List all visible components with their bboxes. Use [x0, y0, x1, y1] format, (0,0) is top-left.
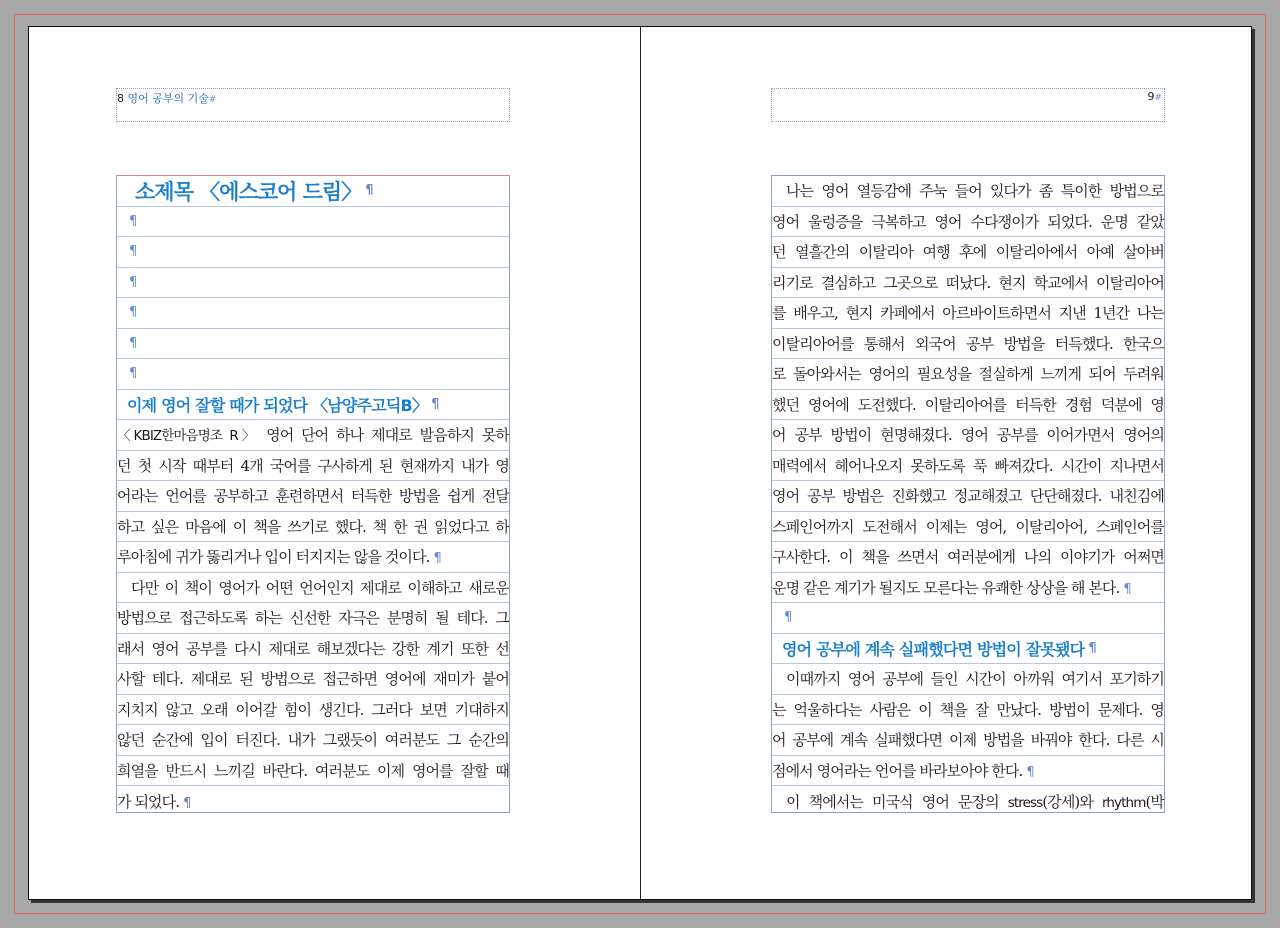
body-line [772, 207, 1164, 238]
subheading-text: 이제 영어 잘할 때가 되었다 〈남양주고딕B〉 [127, 395, 428, 415]
body-text: 래서 영어 공부를 다시 제대로 해보겠다는 강한 계기 또한 선 [117, 639, 509, 658]
running-title: 영어 공부의 기술 [127, 92, 209, 105]
body-line [772, 359, 1164, 390]
body-text: 점에서 영어라는 언어를 바라보아야 한다. [772, 761, 1023, 780]
empty-line [117, 207, 509, 238]
body-line [772, 786, 1164, 817]
body-text: 던 열흘간의 이탈리아 여행 후에 이탈리아에서 아예 살아버 [772, 243, 1164, 262]
subheading [772, 634, 1164, 665]
body-line [772, 451, 1164, 482]
empty-line [117, 298, 509, 329]
body-text: 않던 순간에 입이 터진다. 내가 그랬듯이 여러분도 그 순간의 [117, 731, 509, 750]
body-text: 지치지 않고 오래 이어갈 힘이 생긴다. 그러다 보면 기대하지 [117, 700, 509, 719]
body-text: 어라는 언어를 공부하고 훈련하면서 터득한 방법을 쉽게 전달 [117, 487, 509, 506]
section-title-text: 소제목 〈에스코어 드림〉 [135, 179, 362, 204]
page-number-left: 8 [117, 92, 124, 105]
empty-line [772, 603, 1164, 634]
subheading-text: 영어 공부에 계속 실패했다면 방법이 잘못됐다 [782, 639, 1085, 659]
body-text: 영어 울렁증을 극복하고 영어 수다쟁이가 되었다. 운명 같았 [772, 212, 1164, 231]
body-text: 사할 테다. 제대로 된 방법으로 접근하면 영어에 재미가 붙어 [117, 670, 509, 689]
body-text: 하고 싶은 마음에 이 책을 쓰기로 했다. 책 한 권 읽었다고 하 [117, 517, 509, 536]
body-line [772, 329, 1164, 360]
body-line [772, 664, 1164, 695]
font-note: 〈KBIZ한마음명조 R〉 [117, 428, 259, 445]
body-line [117, 725, 509, 756]
section-title [117, 176, 509, 207]
hash-mark: # [208, 95, 217, 105]
body-text: 이 책에서는 미국식 영어 문장의 [786, 792, 1008, 811]
body-line [772, 237, 1164, 268]
body-line [117, 664, 509, 695]
pilcrow-mark: ¶ [129, 305, 138, 321]
body-line [772, 420, 1164, 451]
right-running-head [1147, 90, 1162, 103]
body-line [117, 756, 509, 787]
pilcrow-mark: ¶ [431, 396, 439, 412]
pilcrow-mark: ¶ [784, 610, 793, 626]
body-text: 영어 공부 방법은 진화했고 정교해졌고 단단해졌다. 내친김에 [772, 487, 1164, 506]
body-line [772, 573, 1164, 604]
english-term: stress [1007, 794, 1043, 811]
body-text: 를 배우고, 현지 카페에서 아르바이트하면서 지낸 1년간 나는 [772, 304, 1164, 323]
body-line [117, 573, 509, 604]
body-line [117, 451, 509, 482]
pilcrow-mark: ¶ [1123, 581, 1131, 597]
pilcrow-mark: ¶ [129, 366, 138, 382]
body-text: 방법으로 접근하도록 하는 신선한 자극은 분명히 될 테다. 그 [117, 609, 509, 628]
body-line [772, 176, 1164, 207]
body-line [117, 512, 509, 543]
body-text: 희열을 반드시 느끼길 바란다. 여러분도 이제 영어를 잘할 때 [117, 761, 509, 780]
left-header-frame[interactable] [116, 88, 510, 122]
body-text: 어 공부에 계속 실패했다면 이제 방법을 바꿔야 한다. 다른 시 [772, 731, 1164, 750]
pilcrow-mark: ¶ [1088, 640, 1096, 656]
body-line [117, 420, 509, 451]
pilcrow-mark: ¶ [433, 551, 441, 567]
body-line [117, 695, 509, 726]
pilcrow-mark: ¶ [1026, 764, 1034, 780]
body-text: 가 되었다. [117, 792, 180, 811]
body-text: 는 억울하다는 사람은 이 책을 잘 만났다. 방법이 문제다. 영 [772, 700, 1164, 719]
body-text: 이탈리아어를 통해서 외국어 공부 방법을 터득했다. 한국으 [772, 334, 1164, 353]
left-running-head [117, 90, 216, 106]
pilcrow-mark: ¶ [129, 213, 138, 229]
body-line [772, 512, 1164, 543]
body-text: 영어 단어 하나 제대로 발음하지 못하 [258, 426, 509, 445]
body-line [117, 542, 509, 573]
body-line [772, 298, 1164, 329]
body-line [772, 390, 1164, 421]
body-text: 매력에서 헤어나오지 못하도록 푹 빠져갔다. 시간이 지나면서 [772, 456, 1164, 475]
body-text: 로 돌아와서는 영어의 필요성을 절실하게 느끼게 되어 두려워 [772, 365, 1164, 384]
body-text: 나는 영어 열등감에 주눅 들어 있다가 좀 특이한 방법으로 [786, 182, 1164, 201]
page-spine [640, 26, 641, 900]
body-text: 운명 같은 계기가 될지도 모른다는 유쾌한 상상을 해 본다. [772, 578, 1120, 597]
right-text-frame[interactable] [771, 175, 1165, 813]
body-text: 다만 이 책이 영어가 어떤 언어인지 제대로 이해하고 새로운 [131, 578, 509, 597]
empty-line [117, 329, 509, 360]
body-text: 리기로 결심하고 그곳으로 떠났다. 현지 학교에서 이탈리아어 [772, 273, 1164, 292]
body-line [117, 786, 509, 817]
subheading [117, 390, 509, 421]
hash-mark: # [1154, 93, 1162, 103]
pilcrow-mark: ¶ [129, 335, 138, 351]
body-text: 했던 영어에 도전했다. 이탈리아어를 터득한 경험 덕분에 영 [772, 395, 1164, 414]
pilcrow-mark: ¶ [129, 244, 138, 260]
body-line [772, 725, 1164, 756]
empty-line [117, 359, 509, 390]
body-text: 이때까지 영어 공부에 들인 시간이 아까워 여기서 포기하기 [786, 670, 1164, 689]
body-line [772, 756, 1164, 787]
body-text: 어 공부 방법이 현명해졌다. 영어 공부를 이어가면서 영어의 [772, 426, 1164, 445]
body-line [772, 542, 1164, 573]
body-text: 스페인어까지 도전해서 이제는 영어, 이탈리아어, 스페인어를 [772, 517, 1164, 536]
right-header-frame[interactable] [771, 88, 1165, 122]
body-line [772, 268, 1164, 299]
pilcrow-mark: ¶ [183, 795, 191, 811]
body-text: 루아침에 귀가 뚫리거나 입이 터지지는 않을 것이다. [117, 548, 430, 567]
body-line [117, 634, 509, 665]
body-text: (박 [1145, 792, 1164, 811]
pilcrow-mark: ¶ [365, 183, 373, 199]
body-line [117, 603, 509, 634]
empty-line [117, 268, 509, 299]
body-line [772, 695, 1164, 726]
body-text: (강세)와 [1042, 792, 1102, 811]
body-line [117, 481, 509, 512]
body-text: 던 첫 시작 때부터 4개 국어를 구사하게 된 현재까지 내가 영 [117, 456, 509, 475]
pilcrow-mark: ¶ [129, 274, 138, 290]
page-number-right: 9 [1147, 90, 1155, 103]
body-text: 구사한다. 이 책을 쓰면서 여러분에게 나의 이야기가 어쩌면 [772, 548, 1164, 567]
empty-line [117, 237, 509, 268]
english-term: rhythm [1101, 794, 1146, 811]
left-text-frame[interactable] [116, 175, 510, 813]
body-line [772, 481, 1164, 512]
